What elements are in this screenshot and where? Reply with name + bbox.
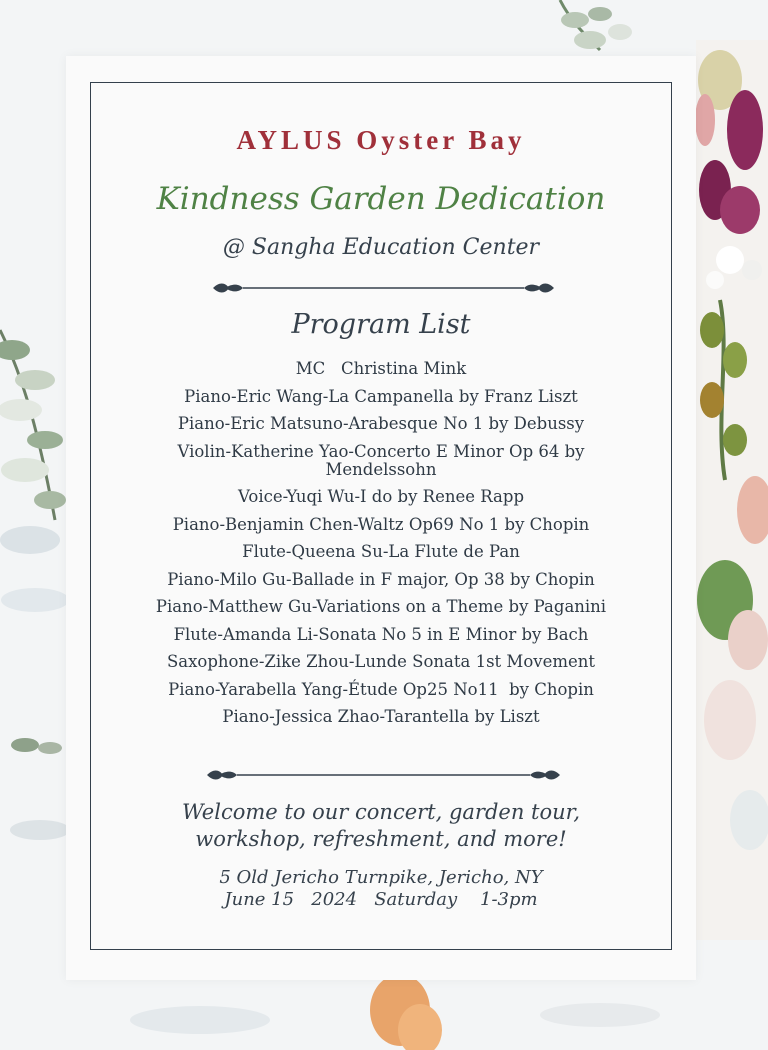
- event-details: [131, 867, 631, 911]
- program-item: Piano-Milo Gu-Ballade in F major, Op 38 by Chopin: [167, 569, 595, 589]
- program-list-heading: Program List: [291, 309, 471, 340]
- organization-name: AYLUS Oyster Bay: [236, 125, 526, 155]
- left-greenery-decoration: [0, 330, 70, 840]
- flyer-card: [66, 56, 696, 980]
- program-item: Saxophone-Zike Zhou-Lunde Sonata 1st Movement: [166, 652, 596, 671]
- event-datetime: June 15 2024 Saturday 1-3pm: [224, 889, 538, 910]
- flyer-border: [90, 82, 672, 950]
- program-item: Violin-Katherine Yao-Concerto E Minor Op 64 by Mendelssohn: [177, 441, 590, 479]
- program-item: Voice-Yuqi Wu-I do by Renee Rapp: [237, 487, 525, 506]
- bottom-decoration: [130, 974, 660, 1050]
- ornamental-divider-bottom: [205, 766, 562, 784]
- program-item: Piano-Yarabella Yang-Étude Op25 No11 by Chopin: [168, 679, 594, 699]
- program-item: Piano-Matthew Gu-Variations on a Theme by Paganini: [155, 597, 607, 616]
- program-item: Flute-Amanda Li-Sonata No 5 in E Minor by Bach: [173, 624, 589, 644]
- program-item: Piano-Eric Matsuno-Arabesque No 1 by Debussy: [177, 414, 585, 433]
- program-item: MC Christina Mink: [295, 359, 467, 378]
- program-item: Piano-Benjamin Chen-Waltz Op69 No 1 by Chopin: [172, 514, 590, 534]
- program-item: Piano-Jessica Zhao-Tarantella by Liszt: [222, 707, 540, 726]
- event-venue: @ Sangha Education Center: [222, 235, 540, 260]
- right-floral-decoration: [695, 40, 768, 940]
- program-list: [131, 360, 631, 736]
- program-item: Piano-Eric Wang-La Campanella by Franz Liszt: [184, 386, 578, 406]
- event-address: 5 Old Jericho Turnpike, Jericho, NY: [219, 867, 543, 888]
- top-greenery-decoration: [560, 0, 632, 50]
- event-title: Kindness Garden Dedication: [156, 181, 606, 217]
- program-item: Flute-Queena Su-La Flute de Pan: [242, 542, 520, 561]
- welcome-message: Welcome to our concert, garden tour, workshop, refreshment, and more!: [181, 800, 581, 851]
- ornamental-divider-top: [211, 279, 556, 297]
